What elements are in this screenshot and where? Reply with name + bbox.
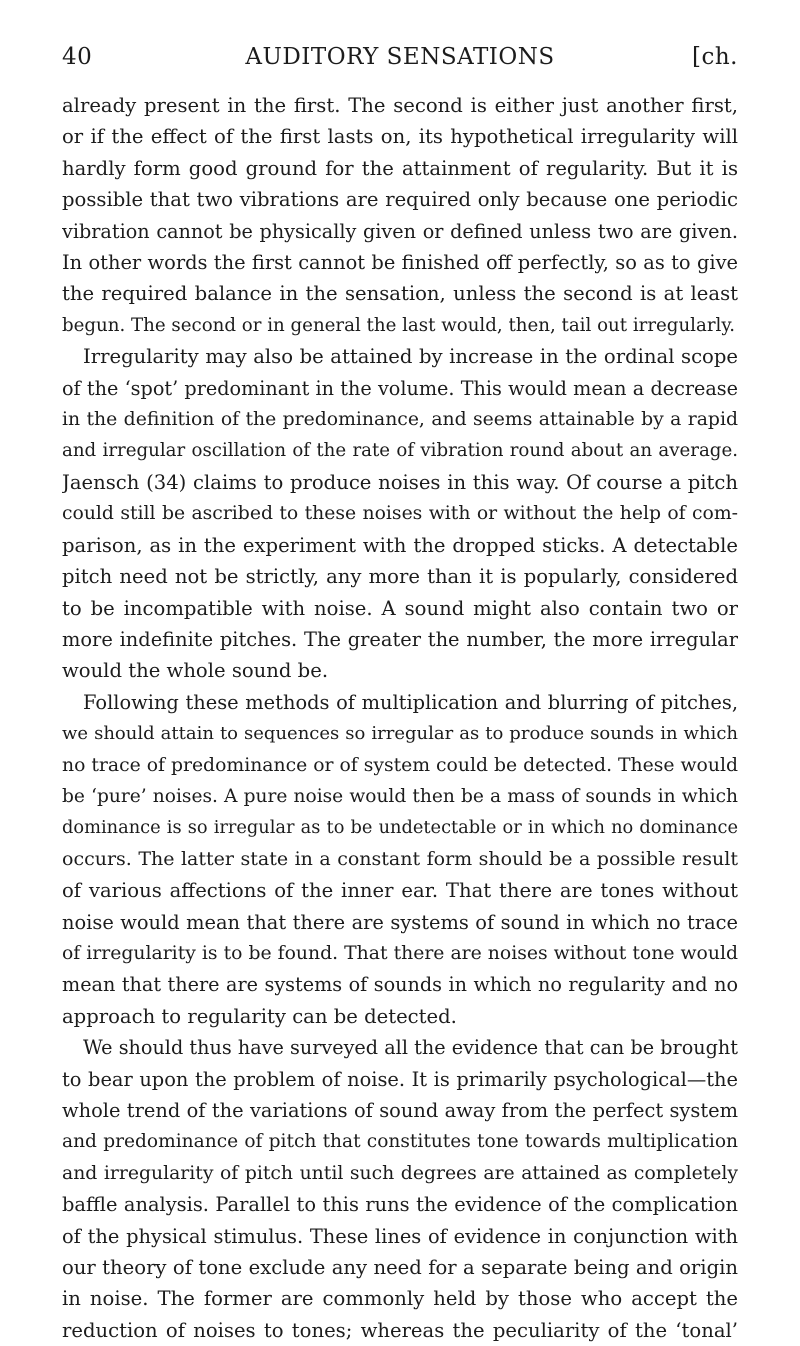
text-line: approach to regularity can be detected. (62, 1004, 457, 1028)
text-line: be ‘pure’ noises. A pure noise would then be a mass of sounds in which (62, 785, 738, 807)
text-line: possible that two vibrations are required only because one periodic (62, 188, 738, 212)
text-line: and predominance of pitch that constitutes tone towards multiplication (62, 1131, 738, 1153)
text-line: of the physical stimulus. These lines of evidence in conjunction with (62, 1224, 738, 1248)
text-line: we should attain to sequences so irregular as to produce sounds in which (62, 723, 738, 745)
running-title: AUDITORY SENSATIONS (245, 44, 555, 70)
text-line: more indefinite pitches. The greater the number, the more irregular (62, 627, 738, 651)
text-line: of irregularity is to be found. That there are noises without tone would (62, 942, 738, 964)
text-line: Following these methods of multiplication and blurring of pitches, (83, 690, 738, 714)
text-line: no trace of predominance or of system could be detected. These would (62, 754, 738, 776)
text-line: Jaensch (34) claims to produce noises in this way. Of course a pitch (62, 470, 738, 494)
text-line: in noise. The former are commonly held by those who accept the (62, 1287, 738, 1311)
text-line: to be incompatible with noise. A sound might also contain two or (62, 596, 738, 620)
text-line: In other words the first cannot be finished off perfectly, so as to give (62, 251, 738, 275)
text-line: mean that there are systems of sounds in which no regularity and no (62, 973, 738, 997)
text-line: whole trend of the variations of sound away from the perfect system (62, 1099, 738, 1122)
book-page (62, 0, 738, 1342)
text-line: our theory of tone exclude any need for a separate being and origin (62, 1256, 738, 1280)
text-line: dominance is so irregular as to be undetectable or in which no dominance (62, 817, 738, 839)
text-line: would the whole sound be. (62, 659, 329, 683)
text-line: of the ‘spot’ predominant in the volume. This would mean a decrease (62, 376, 738, 400)
body-text (62, 90, 738, 1346)
text-line: hardly form good ground for the attainment of regularity. But it is (62, 156, 738, 180)
text-line: to bear upon the problem of noise. It is primarily psychological—the (62, 1067, 738, 1091)
text-line: already present in the first. The second is either just another first, (62, 94, 738, 117)
text-line: and irregularity of pitch until such degrees are attained as completely (62, 1162, 738, 1184)
text-line: and irregular oscillation of the rate of vibration round about an average. (62, 440, 738, 462)
text-line: reduction of noises to tones; whereas the peculiarity of the ‘tonal’ (62, 1318, 738, 1342)
text-line: in the definition of the predominance, and seems attainable by a rapid (62, 409, 738, 431)
text-line: could still be ascribed to these noises with or without the help of com- (62, 503, 738, 525)
text-line: begun. The second or in general the last would, then, tail out irregularly. (62, 314, 735, 336)
text-line: vibration cannot be physically given or defined unless two are given. (62, 219, 738, 243)
text-line: parison, as in the experiment with the dropped sticks. A detectable (62, 533, 738, 557)
page-number: 40 (62, 44, 93, 70)
text-line: Irregularity may also be attained by increase in the ordinal scope (83, 345, 738, 369)
text-line: or if the effect of the first lasts on, its hypothetical irregularity will (62, 125, 738, 149)
text-line: We should thus have surveyed all the evidence that can be brought (83, 1036, 738, 1060)
text-line: pitch need not be strictly, any more than it is popularly, considered (62, 565, 738, 589)
text-line: baffle analysis. Parallel to this runs the evidence of the complication (62, 1193, 738, 1217)
text-line: occurs. The latter state in a constant form should be a possible result (62, 847, 738, 870)
running-header (62, 44, 738, 78)
chapter-marker: [ch. (692, 44, 738, 70)
text-line: of various affections of the inner ear. That there are tones without (62, 879, 738, 903)
text-line: the required balance in the sensation, unless the second is at least (62, 282, 738, 306)
text-line: noise would mean that there are systems of sound in which no trace (62, 910, 738, 934)
